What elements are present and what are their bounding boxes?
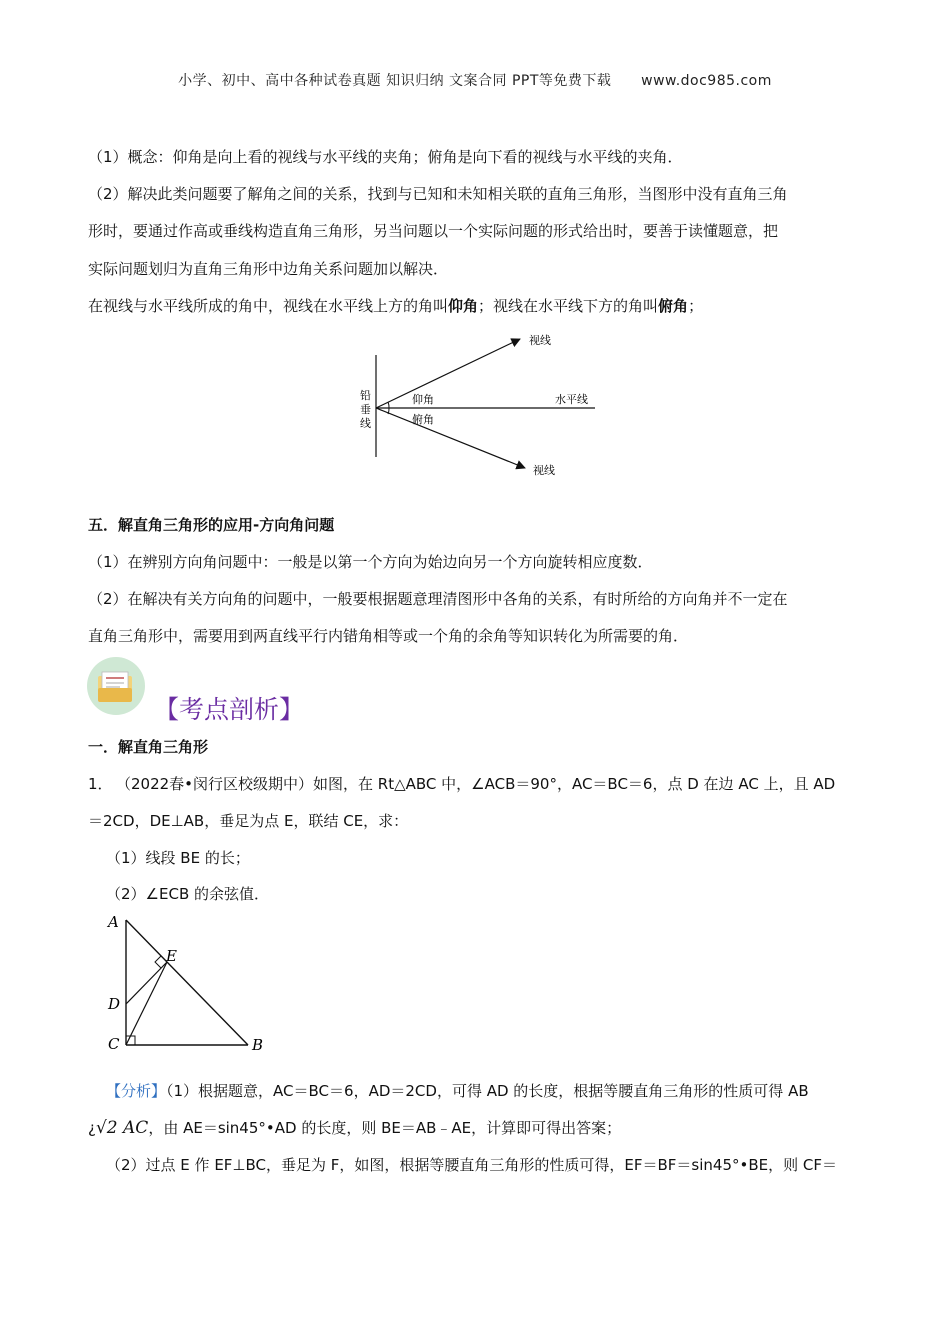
upper-sight-line <box>376 339 520 408</box>
triangle-diagram <box>100 905 275 1060</box>
analysis-line1 <box>106 1080 809 1102</box>
point-E: E <box>166 947 177 965</box>
s4-para3 <box>88 295 703 317</box>
s4-para2-line3: 实际问题划归为直角三角形中边角关系问题加以解决． <box>88 260 449 278</box>
label-plumb-2: 垂 <box>360 403 371 416</box>
s5-para1: （1）在辨别方向角问题中：一般是以第一个方向为始边向另一个方向旋转相应度数． <box>88 553 653 571</box>
section-1-title: 一．解直角三角形 <box>88 738 209 756</box>
right-angle-E <box>155 956 161 968</box>
folder-icon <box>86 656 146 716</box>
analysis-line2 <box>88 1117 621 1139</box>
header-site[interactable]: www.doc985.com <box>641 73 772 89</box>
kaodian-title: 【考点剖析】 <box>154 695 305 724</box>
s4-para2-line1: （2）解决此类问题要了解角之间的关系，找到与已知和未知相关联的直角三角形，当图形中没有直角三角 <box>88 185 788 203</box>
side-AB <box>126 920 248 1045</box>
page-header <box>0 70 950 90</box>
question-sub2: （2）∠ECB 的余弦值． <box>106 885 270 903</box>
s4-para2-line2: 形时，要通过作高或垂线构造直角三角形，另当问题以一个实际问题的形式给出时，要善于读懂题意，把 <box>88 222 779 240</box>
s4-para3-pre: 在视线与水平线所成的角中，视线在水平线上方的角叫 <box>88 297 449 315</box>
segment-DE <box>126 962 167 1004</box>
label-elevation: 仰角 <box>412 393 434 406</box>
segment-CE <box>126 962 167 1045</box>
point-D: D <box>108 995 121 1013</box>
label-sight-top: 视线 <box>529 334 551 347</box>
s4-para1: （1）概念：仰角是向上看的视线与水平线的夹角；俯角是向下看的视线与水平线的夹角． <box>88 148 683 166</box>
vertex-C: C <box>108 1035 120 1053</box>
analysis-math: √2 AC <box>95 1118 149 1138</box>
header-text: 小学、初中、高中各种试卷真题 知识归纳 文案合同 PPT等免费下载 <box>178 73 612 89</box>
right-angle-C <box>126 1036 135 1045</box>
question-line1: （2022春•闵行区校级期中）如图，在 Rt△ABC 中，∠ACB＝90°，AC＝BC＝6，点 D 在边 AC 上，且 AD <box>116 775 836 793</box>
s5-para2-line2: 直角三角形中，需要用到两直线平行内错角相等或一个角的余角等知识转化为所需要的角． <box>88 627 689 645</box>
question-line2: ＝2CD，DE⊥AB，垂足为点 E，联结 CE，求： <box>88 812 409 830</box>
elevation-depression-diagram <box>350 325 610 485</box>
vertex-A: A <box>108 913 119 931</box>
label-sight-bottom: 视线 <box>533 464 555 477</box>
analysis-tag: 【分析】 <box>106 1082 167 1100</box>
label-plumb-3: 线 <box>360 417 371 430</box>
question-sub1: （1）线段 BE 的长； <box>106 849 250 867</box>
analysis-sym: ¿ <box>88 1119 96 1137</box>
label-plumb-1: 铅 <box>360 389 371 402</box>
analysis-text2: ，由 AE＝sin45°•AD 的长度，则 BE＝AB﹣AE，计算即可得出答案； <box>148 1119 622 1137</box>
s4-para3-mid: ；视线在水平线下方的角叫 <box>478 297 659 315</box>
vertex-B: B <box>252 1036 264 1054</box>
term-depression: 俯角 <box>658 297 689 315</box>
elevation-arc <box>388 402 389 408</box>
lower-sight-line <box>376 408 525 468</box>
s4-para3-end: ； <box>688 297 704 315</box>
analysis-line3: （2）过点 E 作 EF⊥BC，垂足为 F，如图，根据等腰直角三角形的性质可得，EF＝BF＝sin45°•BE，则 CF＝ <box>106 1156 837 1174</box>
term-elevation: 仰角 <box>448 297 479 315</box>
analysis-text1: （1）根据题意，AC＝BC＝6，AD＝2CD，可得 AD 的长度，根据等腰直角三角形的性质可得 AB <box>166 1082 809 1100</box>
s5-title: 五．解直角三角形的应用-方向角问题 <box>88 516 335 534</box>
label-depression: 俯角 <box>412 413 434 426</box>
label-horizontal: 水平线 <box>555 393 588 406</box>
question-number: 1． <box>88 775 113 793</box>
s5-para2-line1: （2）在解决有关方向角的问题中，一般要根据题意理清图形中各角的关系，有时所给的方向角并不一定在 <box>88 590 788 608</box>
